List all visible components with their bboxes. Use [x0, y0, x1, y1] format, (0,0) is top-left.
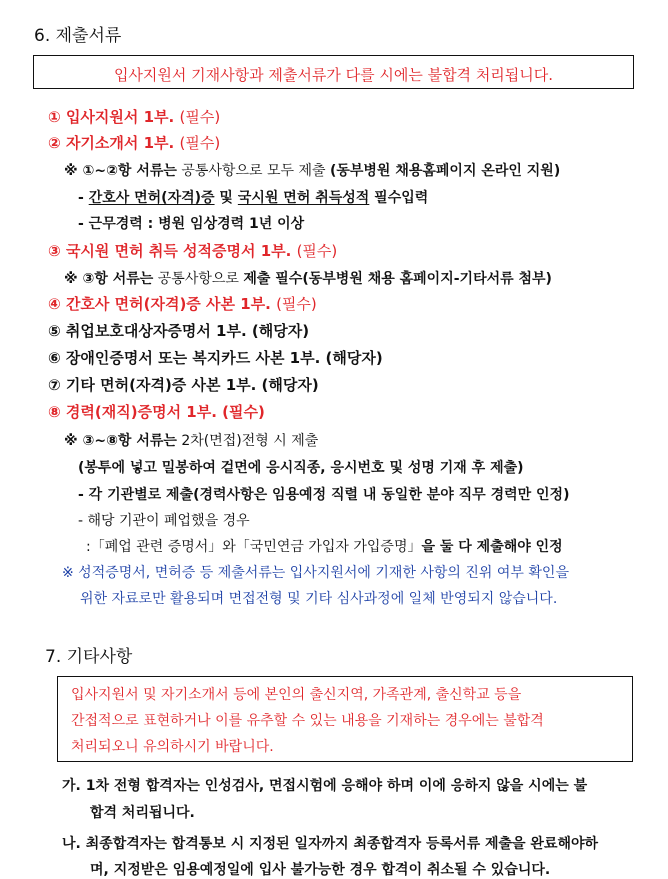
sub-3: - 각 기관별로 제출(경력사항은 임용예정 직렬 내 동일한 분야 직무 경력만 인정)	[78, 487, 570, 503]
item-2	[48, 132, 220, 153]
note-1-middle: 공통사항으로 모두 제출	[181, 163, 326, 179]
section-7-notice-line-1: 입사지원서 및 자기소개서 등에 본인의 출신지역, 가족관계, 출신학교 등을	[71, 687, 522, 703]
section-6-title: 6. 제출서류	[34, 26, 122, 46]
note-3	[64, 430, 318, 450]
item-2-tag: (필수)	[179, 134, 221, 152]
sub-2: - 근무경력 : 병원 임상경력 1년 이상	[78, 216, 305, 232]
note-2-suffix: 제출 필수(동부병원 채용 홈페이지-기타서류 첨부)	[243, 271, 552, 287]
item-4	[48, 293, 317, 314]
item-4-label: 간호사 면허(자격)증 사본 1부.	[65, 295, 271, 313]
note-3-prefix: ※ ③~⑧항 서류는	[64, 433, 177, 449]
item-3-tag: (필수)	[296, 242, 338, 260]
note-1	[64, 160, 560, 180]
blue-note-line-1: ※ 성적증명서, 면허증 등 제출서류는 입사지원서에 기재한 사항의 진위 여부 확인을	[62, 565, 569, 581]
item-6: ⑥ 장애인증명서 또는 복지카드 사본 1부. (해당자)	[48, 349, 383, 367]
item-na-line-1: 나. 최종합격자는 합격통보 시 지정된 일자까지 최종합격자 등록서류 제출을 완료해야하	[62, 836, 599, 852]
note-3-middle: 2차(면접)전형 시 제출	[181, 433, 319, 449]
sub-1-and: 및	[214, 190, 238, 206]
item-7: ⑦ 기타 면허(자격)증 사본 1부. (해당자)	[48, 376, 319, 394]
item-3-num: ③	[48, 242, 61, 260]
item-1	[48, 106, 220, 127]
note-3-envelope: (봉투에 넣고 밀봉하여 겉면에 응시직종, 응시번호 및 성명 기재 후 제출)	[78, 460, 524, 476]
item-4-num: ④	[48, 295, 61, 313]
item-4-tag: (필수)	[276, 295, 317, 313]
item-8: ⑧ 경력(재직)증명서 1부. (필수)	[48, 403, 265, 421]
sub-1	[78, 187, 428, 207]
item-ga-line-2: 합격 처리됩니다.	[90, 805, 195, 821]
sub-1-required: 필수입력	[369, 190, 429, 206]
item-2-label: 자기소개서 1부.	[65, 134, 175, 152]
section-7-notice-line-3: 처리되오니 유의하시기 바랍니다.	[71, 739, 274, 755]
item-3	[48, 240, 337, 261]
sub-1-exam-score: 국시원 면허 취득성적	[237, 190, 370, 206]
note-2	[64, 268, 552, 288]
item-ga-line-1: 가. 1차 전형 합격자는 인성검사, 면접시험에 응해야 하며 이에 응하지 않을 시에는 불	[62, 778, 588, 794]
item-2-num: ②	[48, 134, 61, 152]
section-7-notice-line-2: 간접적으로 표현하거나 이를 유추할 수 있는 내용을 기재하는 경우에는 불합격	[71, 713, 544, 729]
sub-5	[86, 536, 563, 556]
section-7-title: 7. 기타사항	[45, 647, 133, 667]
item-3-label: 국시원 면허 취득 성적증명서 1부.	[65, 242, 292, 260]
sub-1-dash: -	[78, 190, 84, 206]
sub-5-documents: :「폐업 관련 증명서」와「국민연금 가입자 가입증명」	[86, 539, 422, 555]
item-1-num: ①	[48, 108, 61, 126]
section-6-notice-box	[33, 55, 634, 89]
sub-1-license: 간호사 면허(자격)증	[88, 190, 215, 206]
section-7-notice-box	[57, 676, 633, 762]
item-na-line-2: 며, 지정받은 임용예정일에 입사 불가능한 경우 합격이 취소될 수 있습니다.	[90, 862, 551, 878]
note-1-prefix: ※ ①~②항 서류는	[64, 163, 177, 179]
item-5: ⑤ 취업보호대상자증명서 1부. (해당자)	[48, 322, 310, 340]
section-6-notice: 입사지원서 기재사항과 제출서류가 다를 시에는 불합격 처리됩니다.	[113, 66, 554, 84]
sub-4: - 해당 기관이 폐업했을 경우	[78, 513, 250, 529]
note-1-suffix: (동부병원 채용홈페이지 온라인 지원)	[329, 163, 561, 179]
note-2-prefix: ※ ③항 서류는	[64, 271, 154, 287]
item-1-tag: (필수)	[179, 108, 221, 126]
sub-5-requirement: 을 둘 다 제출해야 인정	[421, 539, 563, 555]
note-2-middle: 공통사항으로	[157, 271, 239, 287]
blue-note-line-2: 위한 자료로만 활용되며 면접전형 및 기타 심사과정에 일체 반영되지 않습니다.	[80, 591, 558, 607]
item-1-label: 입사지원서 1부.	[65, 108, 175, 126]
